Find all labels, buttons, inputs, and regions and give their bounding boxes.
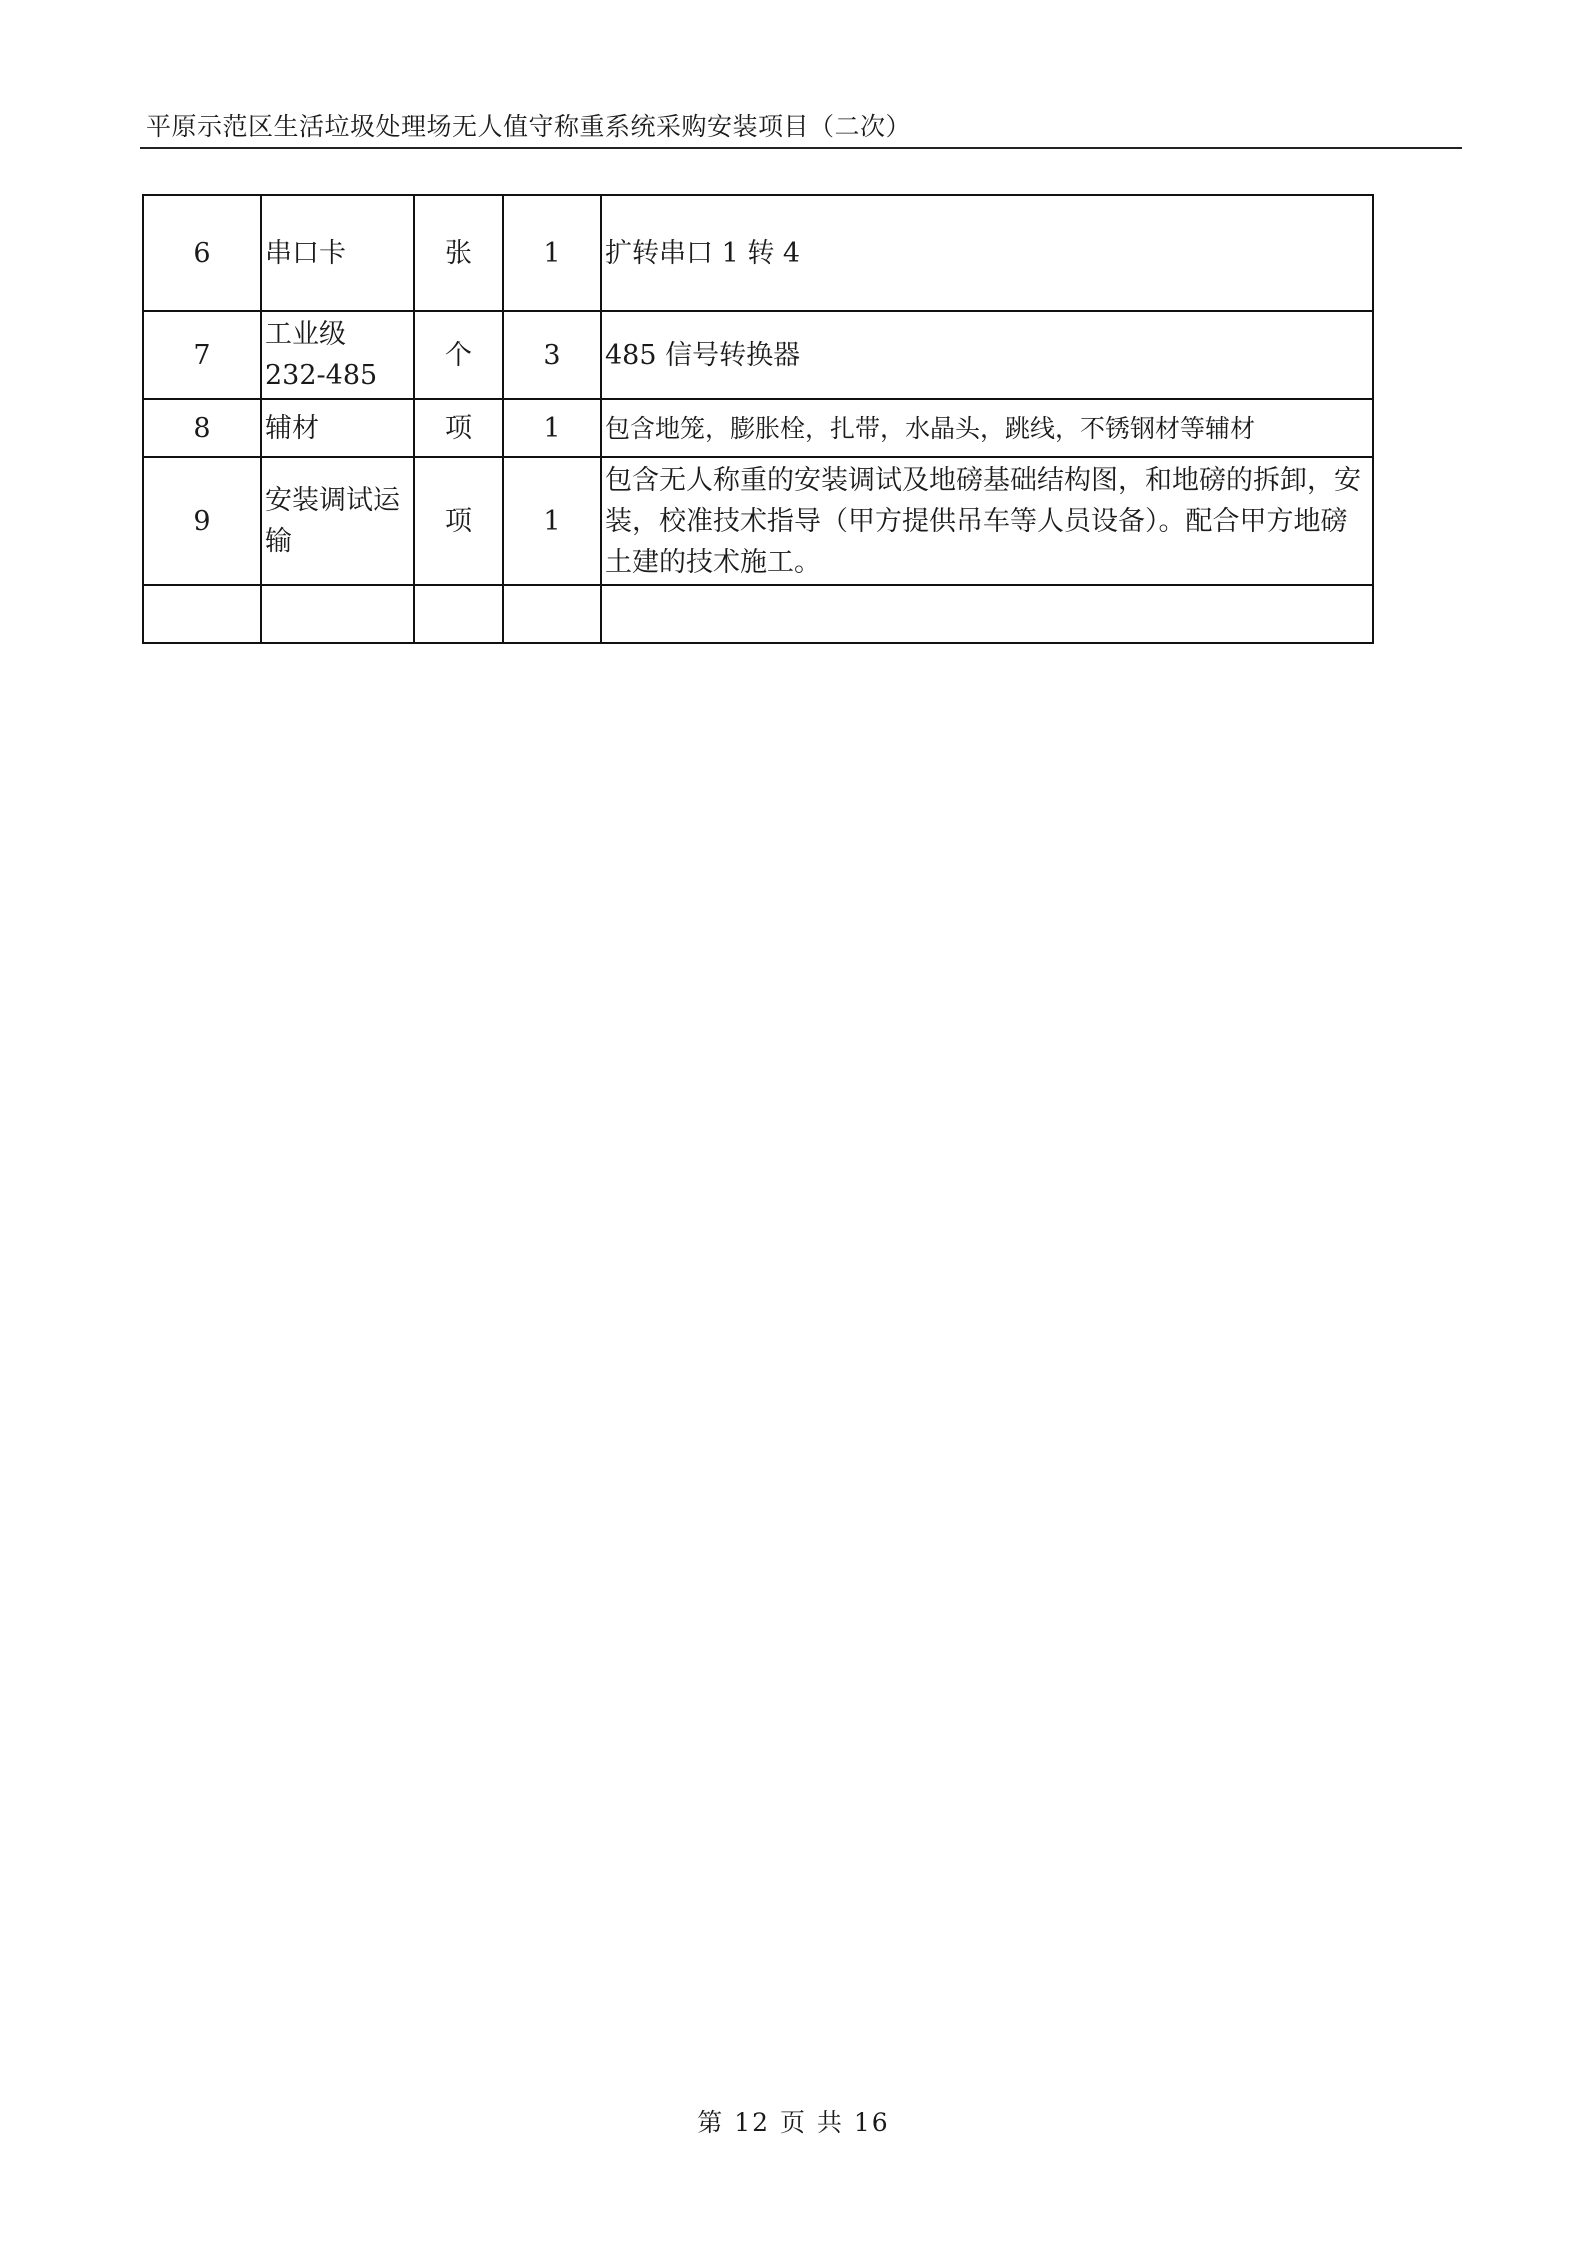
header-divider bbox=[140, 147, 1462, 149]
item-name: 安装调试运输 bbox=[261, 457, 414, 585]
item-quantity: 1 bbox=[503, 457, 601, 585]
item-unit: 个 bbox=[414, 311, 503, 399]
item-unit bbox=[414, 585, 503, 643]
row-number: 9 bbox=[143, 457, 261, 585]
table-row bbox=[143, 399, 1373, 457]
item-description: 485 信号转换器 bbox=[601, 311, 1373, 399]
row-number bbox=[143, 585, 261, 643]
page-number: 第 12 页 共 16 bbox=[697, 2108, 890, 2137]
item-name: 串口卡 bbox=[261, 195, 414, 311]
item-quantity: 1 bbox=[503, 399, 601, 457]
item-name bbox=[261, 585, 414, 643]
item-description: 包含地笼，膨胀栓，扎带，水晶头，跳线，不锈钢材等辅材 bbox=[601, 399, 1373, 457]
row-number: 8 bbox=[143, 399, 261, 457]
item-description: 包含无人称重的安装调试及地磅基础结构图，和地磅的拆卸，安装，校准技术指导（甲方提供吊车等人员设备）。配合甲方地磅土建的技术施工。 bbox=[601, 457, 1373, 585]
table-row bbox=[143, 585, 1373, 643]
item-unit: 项 bbox=[414, 399, 503, 457]
item-quantity: 1 bbox=[503, 195, 601, 311]
document-header-title: 平原示范区生活垃圾处理场无人值守称重系统采购安装项目（二次） bbox=[146, 112, 912, 141]
items-table bbox=[142, 194, 1374, 644]
item-quantity: 3 bbox=[503, 311, 601, 399]
row-number: 6 bbox=[143, 195, 261, 311]
row-number: 7 bbox=[143, 311, 261, 399]
item-description: 扩转串口 1 转 4 bbox=[601, 195, 1373, 311]
table-row bbox=[143, 195, 1373, 311]
table-row bbox=[143, 311, 1373, 399]
item-name: 辅材 bbox=[261, 399, 414, 457]
item-unit: 项 bbox=[414, 457, 503, 585]
item-name: 工业级 232-485 bbox=[261, 311, 414, 399]
item-description bbox=[601, 585, 1373, 643]
table-row bbox=[143, 457, 1373, 585]
item-unit: 张 bbox=[414, 195, 503, 311]
item-quantity bbox=[503, 585, 601, 643]
